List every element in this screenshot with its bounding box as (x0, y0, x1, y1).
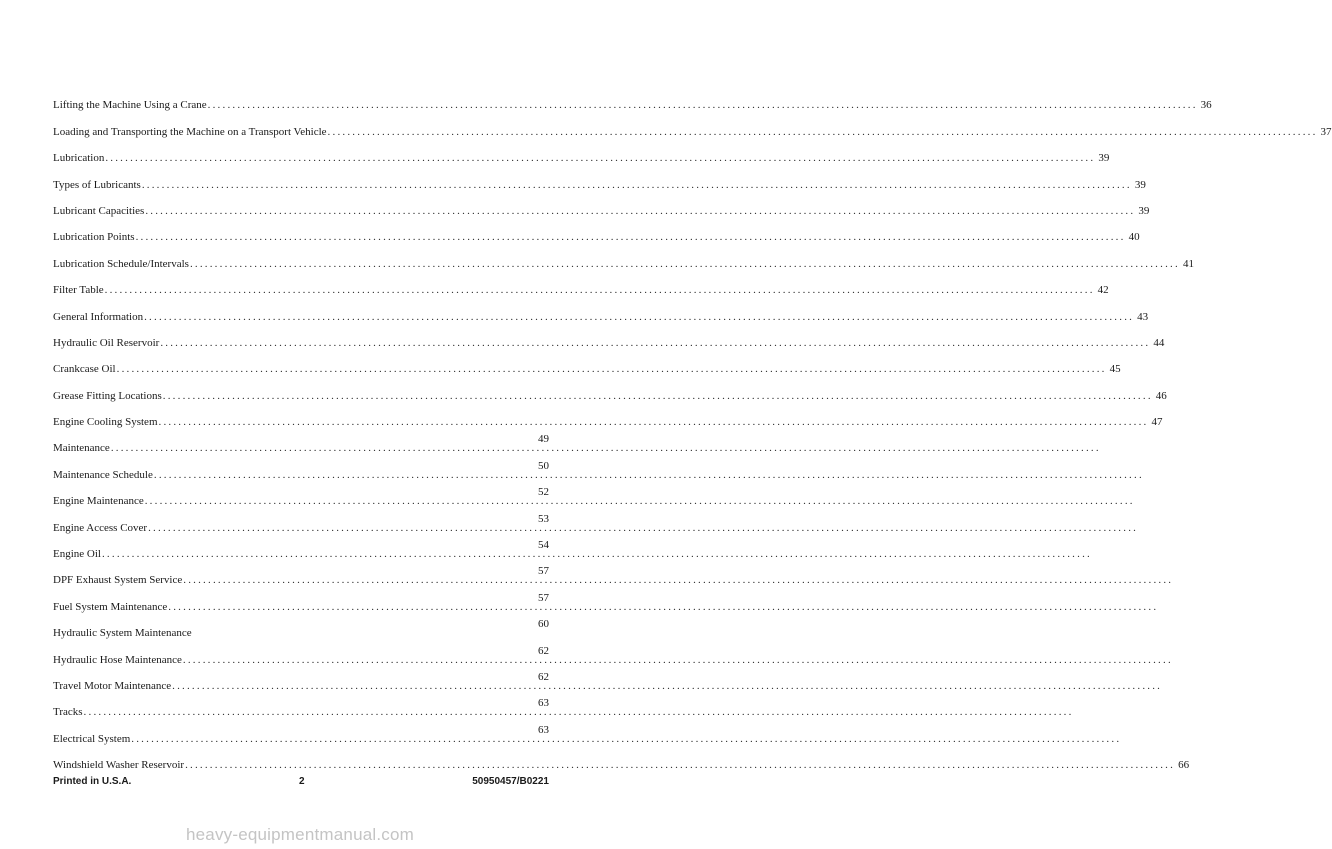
toc-entry-page: 62 (538, 644, 549, 657)
toc-entry-page: 60 (538, 618, 549, 631)
toc-entry-page: 40 (1128, 231, 1140, 244)
toc-dot-leader: ........................................................................................................................................................................................................ (145, 204, 1136, 217)
toc-entry-page: 41 (1182, 257, 1194, 270)
toc-entry[interactable] (53, 508, 1139, 534)
footer-document-number: 50950457/B0221 (472, 776, 549, 787)
toc-entry-title: Lubrication Schedule/Intervals (53, 257, 189, 270)
toc-entry-page: 54 (538, 539, 549, 552)
toc-entry-title: Engine Cooling System (53, 416, 158, 429)
toc-entry-title: Windshield Washer Reservoir (53, 759, 185, 772)
toc-dot-leader: ........................................................................................................................................................................................................ (158, 416, 1149, 429)
toc-entry[interactable] (53, 667, 1163, 693)
toc-entry-page: 39 (1138, 204, 1150, 217)
toc-entry-title: Hydraulic Oil Reservoir (53, 336, 160, 349)
toc-dot-leader: ........................................................................................................................................................................................................ (144, 310, 1135, 323)
toc-entry-title: Grease Fitting Locations (53, 389, 162, 402)
toc-dot-leader: ........................................................................................................................................................................................................ (327, 125, 1318, 138)
toc-dot-leader: ........................................................................................................................................................................................................ (172, 679, 1163, 692)
toc-entry-page: 53 (538, 512, 549, 525)
toc-entry-title: Crankcase Oil (53, 363, 116, 376)
toc-entry[interactable] (53, 561, 1174, 587)
toc-entry-title: Travel Motor Maintenance (53, 679, 172, 692)
toc-entry[interactable] (53, 244, 1194, 270)
toc-entry-page: 46 (1155, 389, 1167, 402)
toc-dot-leader: ........................................................................................................................................................................................................ (148, 521, 1139, 534)
toc-entry-title: General Information (53, 310, 144, 323)
toc-dot-leader: ........................................................................................................................................................................................................ (116, 363, 1107, 376)
toc-entry-title: Engine Maintenance (53, 495, 144, 508)
toc-entry-page: 63 (538, 723, 549, 736)
toc-entry-page: 50 (538, 459, 549, 472)
toc-entry[interactable] (53, 693, 1074, 719)
toc-entry-title: Filter Table (53, 284, 104, 297)
toc-dot-leader: ........................................................................................................................................................................................................ (101, 548, 1092, 561)
toc-entry-page: 44 (1153, 336, 1165, 349)
toc-dot-leader: ........................................................................................................................................................................................................ (141, 178, 1132, 191)
toc-entry-title: Electrical System (53, 732, 131, 745)
toc-dot-leader: ........................................................................................................................................................................................................ (131, 732, 1122, 745)
toc-entry-page: 42 (1097, 284, 1109, 297)
toc-dot-leader: ........................................................................................................................................................................................................ (168, 600, 1159, 613)
toc-dot-leader: ........................................................................................................................................................................................................ (135, 231, 1126, 244)
toc-entry-title: Tracks (53, 706, 83, 719)
toc-entry[interactable] (53, 192, 1150, 218)
toc-entry-page: 37 (1320, 125, 1332, 138)
toc-entry-title: Maintenance Schedule (53, 468, 153, 481)
toc-entry-title: Hydraulic System Maintenance (53, 627, 192, 640)
toc-entry-page: 57 (538, 591, 549, 604)
toc-entry-title: Types of Lubricants (53, 178, 141, 191)
toc-entry-page: 62 (538, 670, 549, 683)
toc-entry-page: 57 (538, 565, 549, 578)
toc-entry[interactable] (53, 535, 1092, 561)
toc-dot-leader: ........................................................................................................................................................................................................ (144, 495, 1135, 508)
toc-entry[interactable] (53, 614, 549, 640)
toc-entry[interactable] (53, 324, 1165, 350)
toc-entry[interactable] (53, 640, 1173, 666)
footer-print-location: Printed in U.S.A. (53, 776, 132, 787)
toc-entry[interactable] (53, 429, 1101, 455)
toc-entry-page: 39 (1134, 178, 1146, 191)
toc-entry-page: 45 (1109, 363, 1121, 376)
toc-dot-leader: ........................................................................................................................................................................................................ (207, 99, 1198, 112)
toc-entry[interactable] (53, 719, 1122, 745)
table-of-contents (53, 86, 1332, 772)
toc-entry-page: 36 (1200, 99, 1212, 112)
toc-entry-title: Engine Access Cover (53, 521, 148, 534)
toc-entry[interactable] (53, 482, 1135, 508)
toc-entry-page: 49 (538, 433, 549, 446)
toc-entry[interactable] (53, 297, 1149, 323)
toc-dot-leader: ........................................................................................................................................................................................................ (182, 653, 1173, 666)
toc-entry-title: Lubricant Capacities (53, 204, 145, 217)
toc-dot-leader: ........................................................................................................................................................................................................ (153, 468, 1144, 481)
toc-entry-page: 39 (1098, 152, 1110, 165)
toc-entry-title: Lubrication Points (53, 231, 135, 244)
toc-dot-leader: ........................................................................................................................................................................................................ (185, 759, 1176, 772)
toc-entry-title: Lubrication (53, 152, 105, 165)
page-footer (53, 776, 549, 787)
toc-entry-title: DPF Exhaust System Service (53, 574, 183, 587)
toc-entry-title: Engine Oil (53, 548, 101, 561)
toc-entry[interactable] (53, 376, 1167, 402)
toc-entry-page: 63 (538, 697, 549, 710)
toc-dot-leader: ........................................................................................................................................................................................................ (104, 284, 1095, 297)
toc-entry-page: 52 (538, 486, 549, 499)
toc-entry[interactable] (53, 112, 1332, 138)
toc-dot-leader: ........................................................................................................................................................................................................ (110, 442, 1101, 455)
toc-entry-title: Loading and Transporting the Machine on a Transport Vehicle (53, 125, 327, 138)
toc-dot-leader: ........................................................................................................................................................................................................ (189, 257, 1180, 270)
toc-entry-title: Hydraulic Hose Maintenance (53, 653, 182, 666)
toc-entry[interactable] (53, 403, 1163, 429)
toc-dot-leader: ........................................................................................................................................................................................................ (160, 336, 1151, 349)
toc-entry[interactable] (53, 165, 1146, 191)
toc-entry[interactable] (53, 218, 1140, 244)
toc-entry[interactable] (53, 455, 1144, 481)
footer-page-number: 2 (299, 776, 305, 787)
toc-dot-leader: ........................................................................................................................................................................................................ (162, 389, 1153, 402)
toc-entry[interactable] (53, 350, 1121, 376)
toc-entry-title: Maintenance (53, 442, 110, 455)
toc-entry[interactable] (53, 86, 1212, 112)
toc-dot-leader: ........................................................................................................................................................................................................ (105, 152, 1096, 165)
toc-dot-leader: ........................................................................................................................................................................................................ (83, 706, 1074, 719)
toc-entry-title: Fuel System Maintenance (53, 600, 168, 613)
toc-dot-leader: ........................................................................................................................................................................................................ (183, 574, 1174, 587)
toc-entry-page: 47 (1151, 416, 1163, 429)
toc-entry-page: 43 (1137, 310, 1149, 323)
toc-entry[interactable] (53, 271, 1109, 297)
toc-entry-title: Lifting the Machine Using a Crane (53, 99, 207, 112)
toc-entry[interactable] (53, 139, 1110, 165)
toc-entry[interactable] (53, 746, 1190, 772)
toc-entry-page: 66 (1178, 759, 1190, 772)
toc-entry[interactable] (53, 587, 1159, 613)
watermark: heavy-equipmentmanual.com (185, 825, 414, 844)
